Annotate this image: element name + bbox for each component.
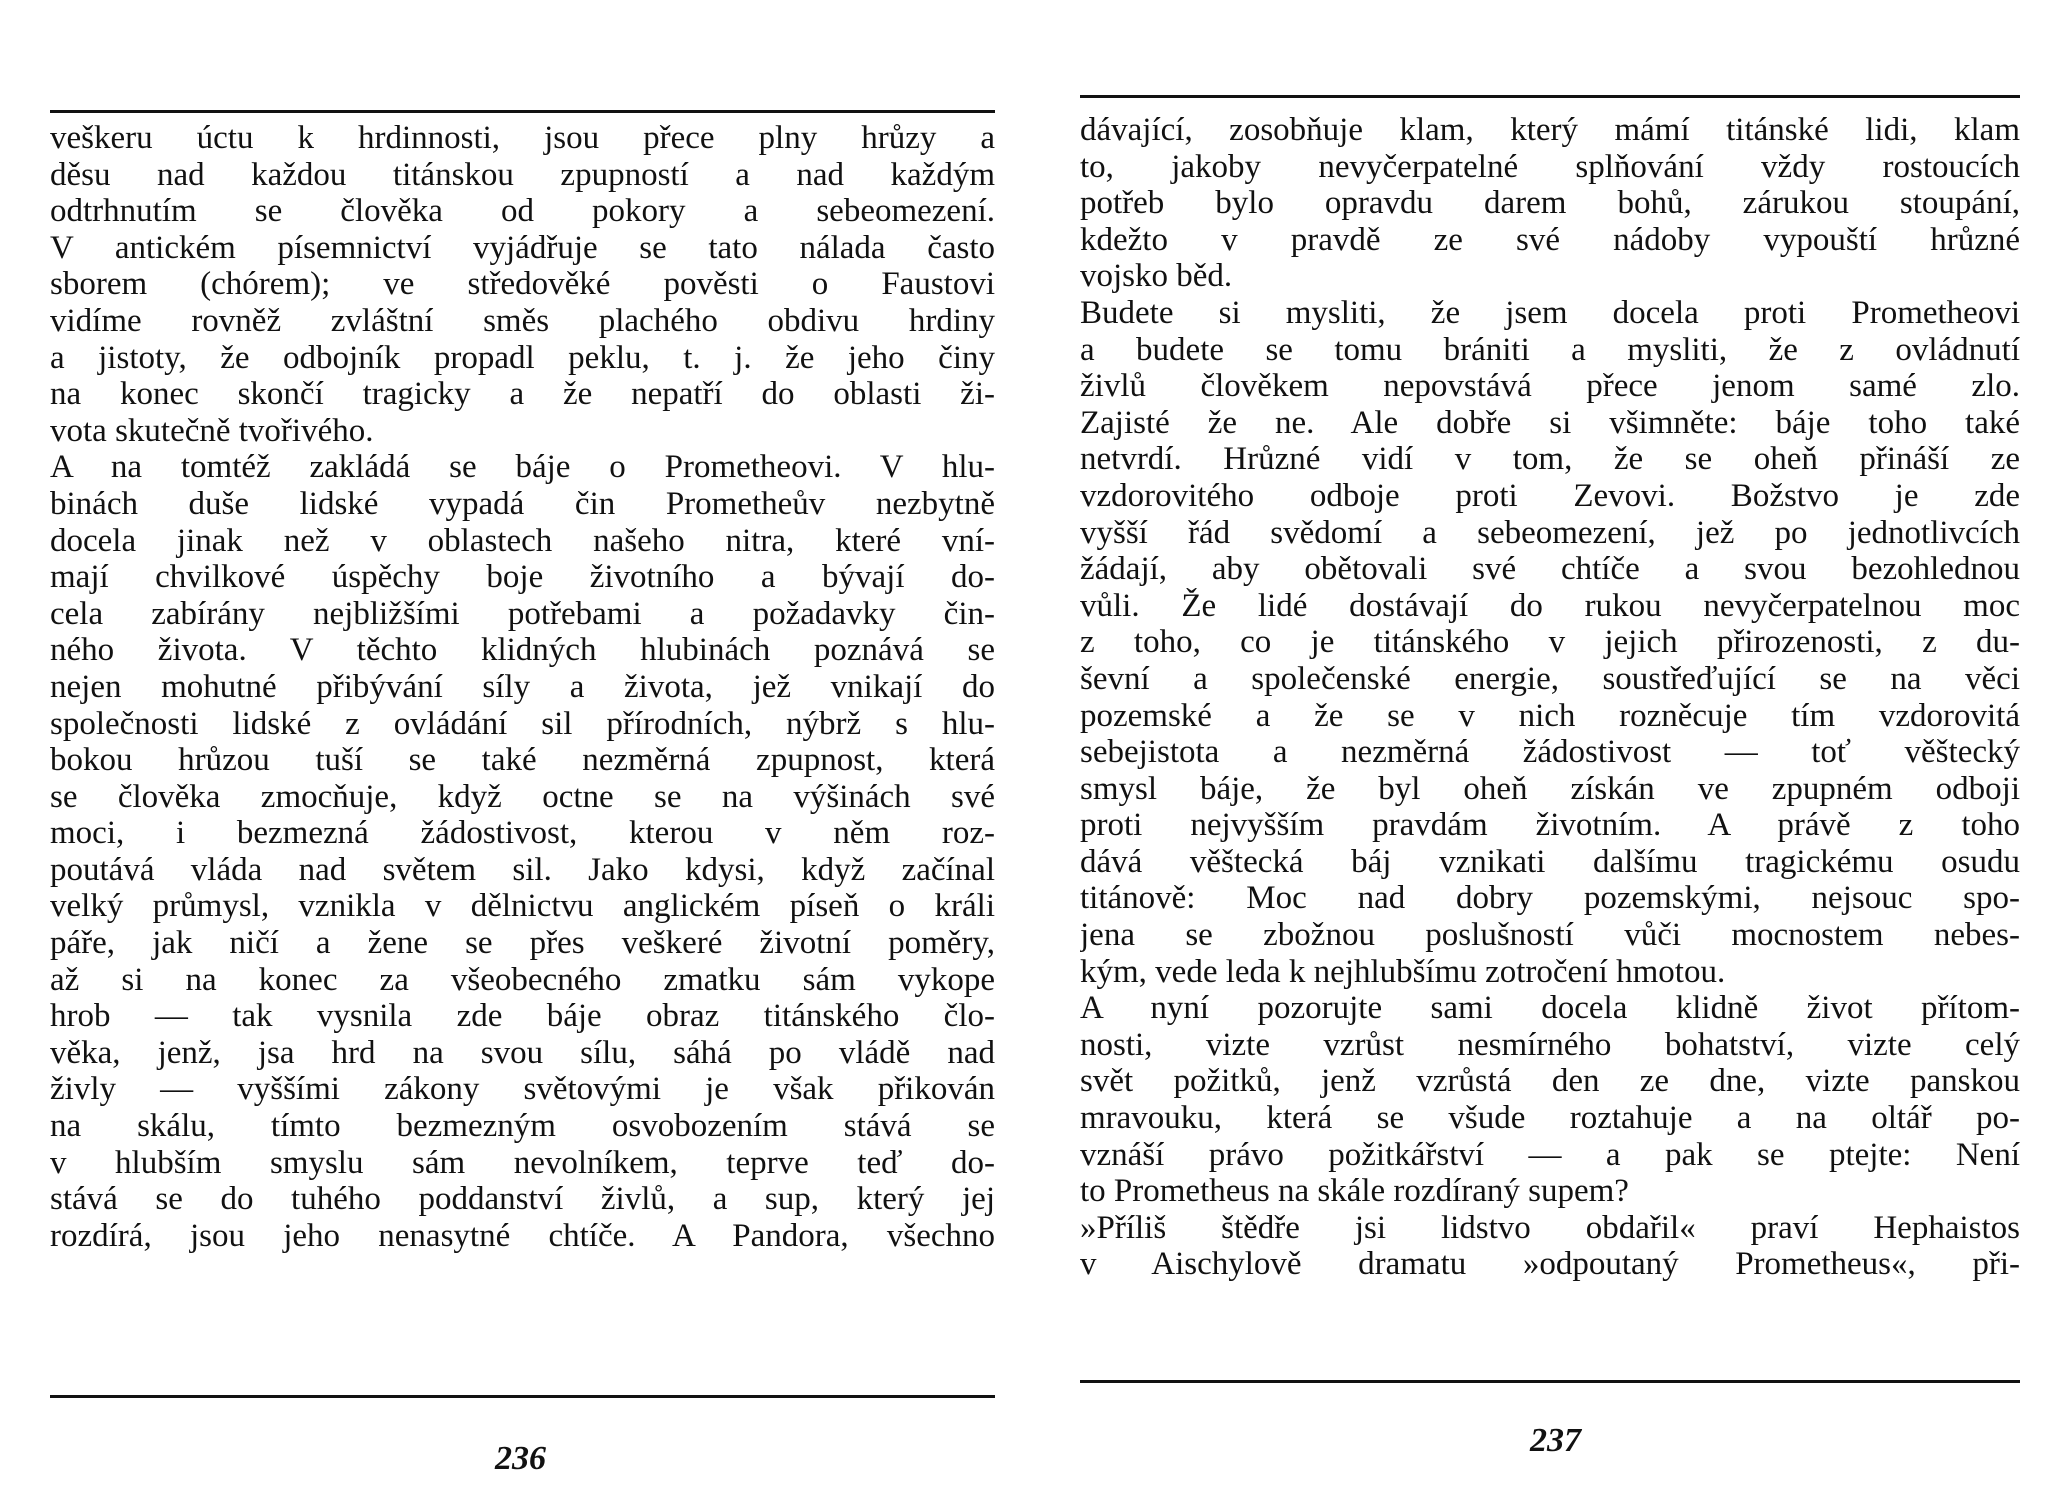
text-line: vzdorovitého odboje proti Zevovi. Božstvo je zde — [1080, 477, 2020, 514]
text-line: nosti, vizte vzrůst nesmírného bohatství, vizte celý — [1080, 1026, 2020, 1063]
text-line: cela zabírány nejbližšími potřebami a požadavky čin- — [50, 595, 995, 632]
text-line: rozdírá, jsou jeho nenasytné chtíče. A Pandora, všechno — [50, 1217, 995, 1254]
text-line: A nyní pozorujte sami docela klidně život přítom- — [1080, 990, 2020, 1027]
text-line: kým, vede leda k nejhlubšímu zotročení hmotou. — [1080, 953, 1726, 990]
text-line: potřeb bylo opravdu darem bohů, zárukou stoupání, — [1080, 185, 2020, 222]
text-line: ševní a společenské energie, soustřeďující se na věci — [1080, 660, 2020, 697]
text-line: vota skutečně tvořivého. — [50, 412, 374, 449]
text-line: stává se do tuhého poddanství živlů, a sup, který jej — [50, 1181, 995, 1218]
top-rule — [50, 110, 995, 113]
text-line: velký průmysl, vznikla v dělnictvu anglickém píseň o králi — [50, 888, 995, 925]
text-line: živlů člověkem nepovstává přece jenom samé zlo. — [1080, 368, 2020, 405]
text-line: titánově: Moc nad dobry pozemskými, nejsouc spo- — [1080, 880, 2020, 917]
text-line: věka, jenž, jsa hrd na svou sílu, sáhá po vládě nad — [50, 1034, 995, 1071]
left-page — [50, 0, 995, 1500]
text-line: sebejistota a nezměrná žádostivost — toť věštecký — [1080, 734, 2020, 771]
text-line: mají chvilkové úspěchy boje životního a bývají do- — [50, 559, 995, 596]
text-line: se člověka zmocňuje, když octne se na výšinách své — [50, 778, 995, 815]
text-line: společnosti lidské z ovládání sil přírodních, nýbrž s hlu- — [50, 705, 995, 742]
text-line: to, jakoby nevyčerpatelné splňování vždy rostoucích — [1080, 148, 2020, 185]
right-page-text — [1080, 112, 2020, 1283]
text-line: dávající, zosobňuje klam, který mámí titánské lidi, klam — [1080, 112, 2020, 148]
text-line: živly — vyššími zákony světovými je však přikován — [50, 1071, 995, 1108]
text-line: jena se zbožnou poslušností vůči mocnostem nebes- — [1080, 917, 2020, 954]
text-line: v hlubším smyslu sám nevolníkem, teprve teď do- — [50, 1144, 995, 1181]
text-line: kdežto v pravdě ze své nádoby vypouští hrůzné — [1080, 221, 2020, 258]
text-line: z toho, co je titánského v jejich přirozenosti, z du- — [1080, 624, 2020, 661]
bottom-rule — [1080, 1380, 2020, 1383]
text-line: veškeru úctu k hrdinnosti, jsou přece plny hrůzy a — [50, 120, 995, 156]
text-line: proti nejvyšším pravdám životním. A právě z toho — [1080, 807, 2020, 844]
text-line: vidíme rovněž zvláštní směs plachého obdivu hrdiny — [50, 302, 995, 339]
text-line: bokou hrůzou tuší se také nezměrná zpupnost, která — [50, 742, 995, 779]
text-line: a budete se tomu brániti a mysliti, že z ovládnutí — [1080, 331, 2020, 368]
text-line: mravouku, která se všude roztahuje a na oltář po- — [1080, 1100, 2020, 1137]
text-line: v Aischylově dramatu »odpoutaný Prometheus«, při- — [1080, 1246, 2020, 1283]
text-line: moci, i bezmezná žádostivost, kterou v něm roz- — [50, 815, 995, 852]
text-line: »Příliš štědře jsi lidstvo obdařil« praví Hephaistos — [1080, 1209, 2020, 1246]
text-line: ného života. V těchto klidných hlubinách poznává se — [50, 632, 995, 669]
text-line: netvrdí. Hrůzné vidí v tom, že se oheň přináší ze — [1080, 441, 2020, 478]
text-line: vojsko běd. — [1080, 258, 1233, 295]
right-page — [1080, 0, 2020, 1500]
text-line: žádají, aby obětovali své chtíče a svou bezohlednou — [1080, 551, 2020, 588]
text-line: nejen mohutné přibývání síly a života, jež vnikají do — [50, 668, 995, 705]
text-line: vznáší právo požitkářství — a pak se ptejte: Není — [1080, 1136, 2020, 1173]
text-line: binách duše lidské vypadá čin Prometheův nezbytně — [50, 485, 995, 522]
text-line: sborem (chórem); ve středověké pověsti o Faustovi — [50, 266, 995, 303]
bottom-rule — [50, 1395, 995, 1398]
text-line: to Prometheus na skále rozdíraný supem? — [1080, 1173, 1629, 1210]
text-line: smysl báje, že byl oheň získán ve zpupném odboji — [1080, 770, 2020, 807]
text-line: A na tomtéž zakládá se báje o Prometheovi. V hlu- — [50, 449, 995, 486]
top-rule — [1080, 95, 2020, 98]
text-line: V antickém písemnictví vyjádřuje se tato nálada často — [50, 229, 995, 266]
text-line: vyšší řád svědomí a sebeomezení, jež po jednotlivcích — [1080, 514, 2020, 551]
text-line: na konec skončí tragicky a že nepatří do oblasti ži- — [50, 376, 995, 413]
text-line: docela jinak než v oblastech našeho nitra, které vní- — [50, 522, 995, 559]
text-line: až si na konec za všeobecného zmatku sám vykope — [50, 961, 995, 998]
text-line: dává věštecká báj vznikati dalšímu tragickému osudu — [1080, 843, 2020, 880]
text-line: pozemské a že se v nich rozněcuje tím vzdorovitá — [1080, 697, 2020, 734]
text-line: děsu nad každou titánskou zpupností a nad každým — [50, 156, 995, 193]
text-line: na skálu, tímto bezmezným osvobozením stává se — [50, 1108, 995, 1145]
text-line: vůli. Že lidé dostávají do rukou nevyčerpatelnou moc — [1080, 587, 2020, 624]
text-line: hrob — tak vysnila zde báje obraz titánského člo- — [50, 998, 995, 1035]
text-line: Budete si mysliti, že jsem docela proti Prometheovi — [1080, 294, 2020, 331]
page-number: 237 — [1530, 1422, 1581, 1459]
text-line: páře, jak ničí a žene se přes veškeré životní poměry, — [50, 925, 995, 962]
text-line: poutává vláda nad světem sil. Jako kdysi, když začínal — [50, 851, 995, 888]
text-line: a jistoty, že odbojník propadl peklu, t. j. že jeho činy — [50, 339, 995, 376]
page-number: 236 — [495, 1440, 546, 1477]
text-line: odtrhnutím se člověka od pokory a sebeomezení. — [50, 193, 995, 230]
text-line: Zajisté že ne. Ale dobře si všimněte: báje toho také — [1080, 404, 2020, 441]
left-page-text — [50, 120, 995, 1254]
text-line: svět požitků, jenž vzrůstá den ze dne, vizte panskou — [1080, 1063, 2020, 1100]
